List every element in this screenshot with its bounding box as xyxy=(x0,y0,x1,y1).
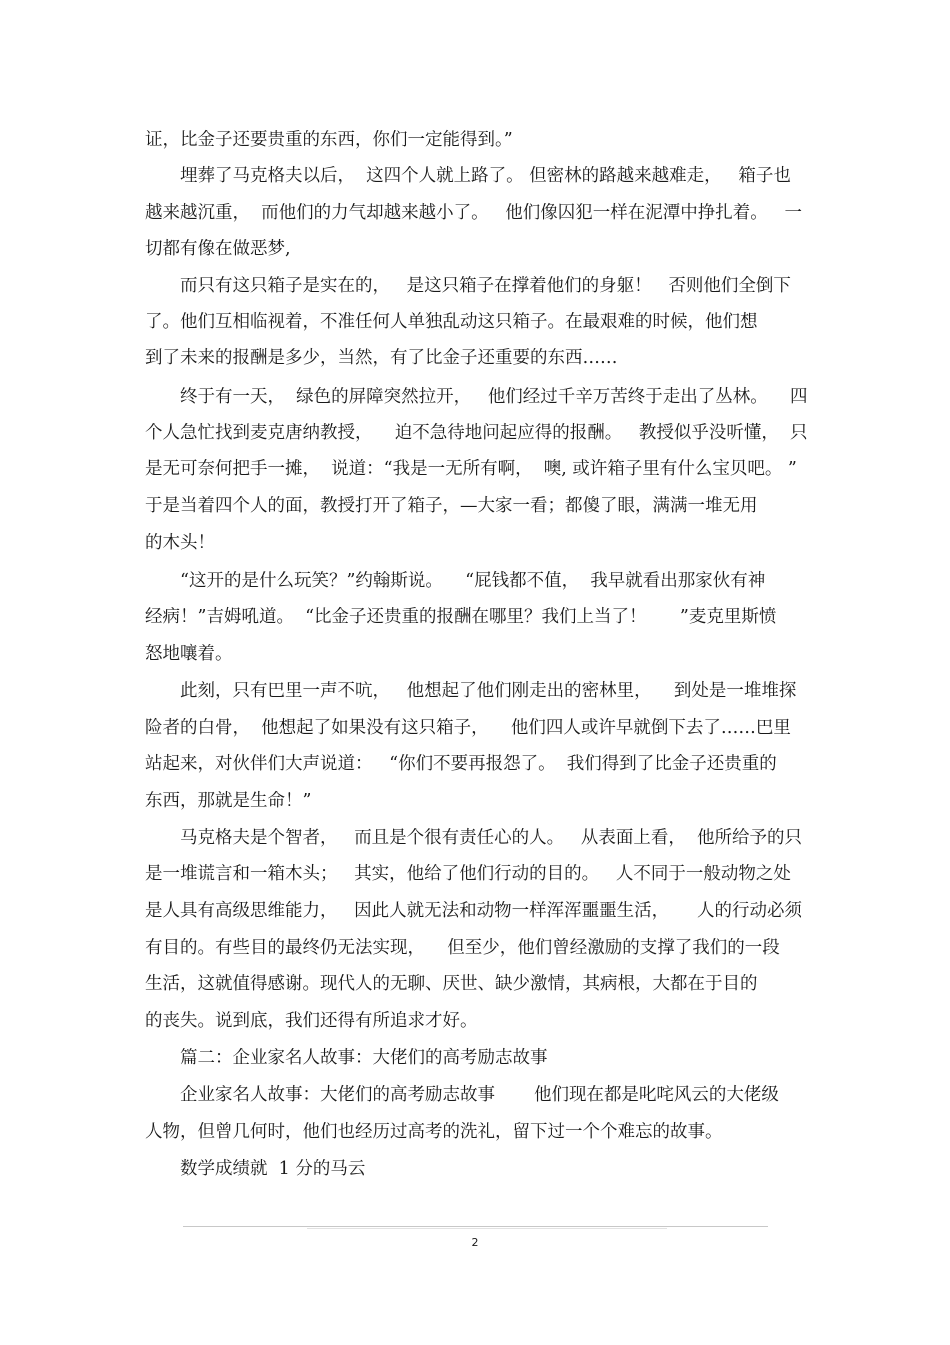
text-line: 是无可奈何把手一摊， 说道：“我是一无所有啊， 噢, 或许箱子里有什么宝贝吧。 ” xyxy=(145,459,797,479)
text-line: 是一堆谎言和一箱木头； 其实，他给了他们行动的目的。 人不同于一般动物之处 xyxy=(145,864,791,884)
text-line: 了。他们互相临视着，不准任何人单独乱动这只箱子。在最艰难的时候，他们想 xyxy=(145,312,758,332)
page-number: 2 xyxy=(471,1236,479,1249)
text-line: 埋葬了马克格夫以后， 这四个人就上路了。 但密林的路越来越难走， 箱子也 xyxy=(180,166,791,186)
text-line: 此刻，只有巴里一声不吭， 他想起了他们刚走出的密林里， 到处是一堆堆探 xyxy=(180,681,797,701)
text-line: 是人具有高级思维能力， 因此人就无法和动物一样浑浑噩噩生活， 人的行动必须 xyxy=(145,901,802,921)
text-line: 生活，这就值得感谢。现代人的无聊、厌世、缺少激情，其病根，大都在于目的 xyxy=(145,974,758,994)
text-line: 的丧失。说到底，我们还得有所追求才好。 xyxy=(145,1011,478,1031)
text-line: 人物，但曾几何时，他们也经历过高考的洗礼，留下过一个个难忘的故事。 xyxy=(145,1122,723,1142)
text-line: 终于有一天， 绿色的屏障突然拉开， 他们经过千辛万苦终于走出了丛林。 四 xyxy=(180,387,808,407)
footer-divider-shadow xyxy=(307,1228,667,1229)
text-line: 证，比金子还要贵重的东西，你们一定能得到。” xyxy=(145,130,513,150)
text-line: 经病！”吉姆吼道。 “比金子还贵重的报酬在哪里？我们上当了！ ”麦克里斯愤 xyxy=(145,607,777,627)
footer-divider xyxy=(183,1226,768,1227)
text-line: 于是当着四个人的面，教授打开了箱子，—大家一看；都傻了眼，满满一堆无用 xyxy=(145,496,758,516)
text-line: 马克格夫是个智者， 而且是个很有责任心的人。 从表面上看， 他所给予的只 xyxy=(180,828,802,848)
text-line: 东西，那就是生命！” xyxy=(145,791,312,811)
text-line: 有目的。有些目的最终仍无法实现， 但至少，他们曾经激励的支撑了我们的一段 xyxy=(145,938,780,958)
text-line: 数学成绩就 1 分的马云 xyxy=(180,1159,366,1179)
text-line: 怒地嚷着。 xyxy=(145,644,233,664)
text-line: 到了未来的报酬是多少，当然，有了比金子还重要的东西…… xyxy=(145,348,618,368)
text-line: 险者的白骨， 他想起了如果没有这只箱子， 他们四人或许早就倒下去了……巴里 xyxy=(145,718,791,738)
text-line: 越来越沉重， 而他们的力气却越来越小了。 他们像囚犯一样在泥潭中挣扎着。 一 xyxy=(145,203,802,223)
text-line: 站起来，对伙伴们大声说道： “你们不要再报怨了。 我们得到了比金子还贵重的 xyxy=(145,754,777,774)
section-heading: 篇二：企业家名人故事：大佬们的高考励志故事 xyxy=(180,1048,548,1068)
text-line: 企业家名人故事：大佬们的高考励志故事 他们现在都是叱咤风云的大佬级 xyxy=(180,1085,779,1105)
text-line: 个人急忙找到麦克唐纳教授， 迫不急待地问起应得的报酬。 教授似乎没听懂， 只 xyxy=(145,423,808,443)
text-line: 而只有这只箱子是实在的， 是这只箱子在撑着他们的身躯！ 否则他们全倒下 xyxy=(180,276,791,296)
text-line: 切都有像在做恶梦, xyxy=(145,239,291,259)
text-line: 的木头！ xyxy=(145,533,215,553)
text-line: “这开的是什么玩笑？”约翰斯说。 “屁钱都不值， 我早就看出那家伙有神 xyxy=(180,571,766,591)
